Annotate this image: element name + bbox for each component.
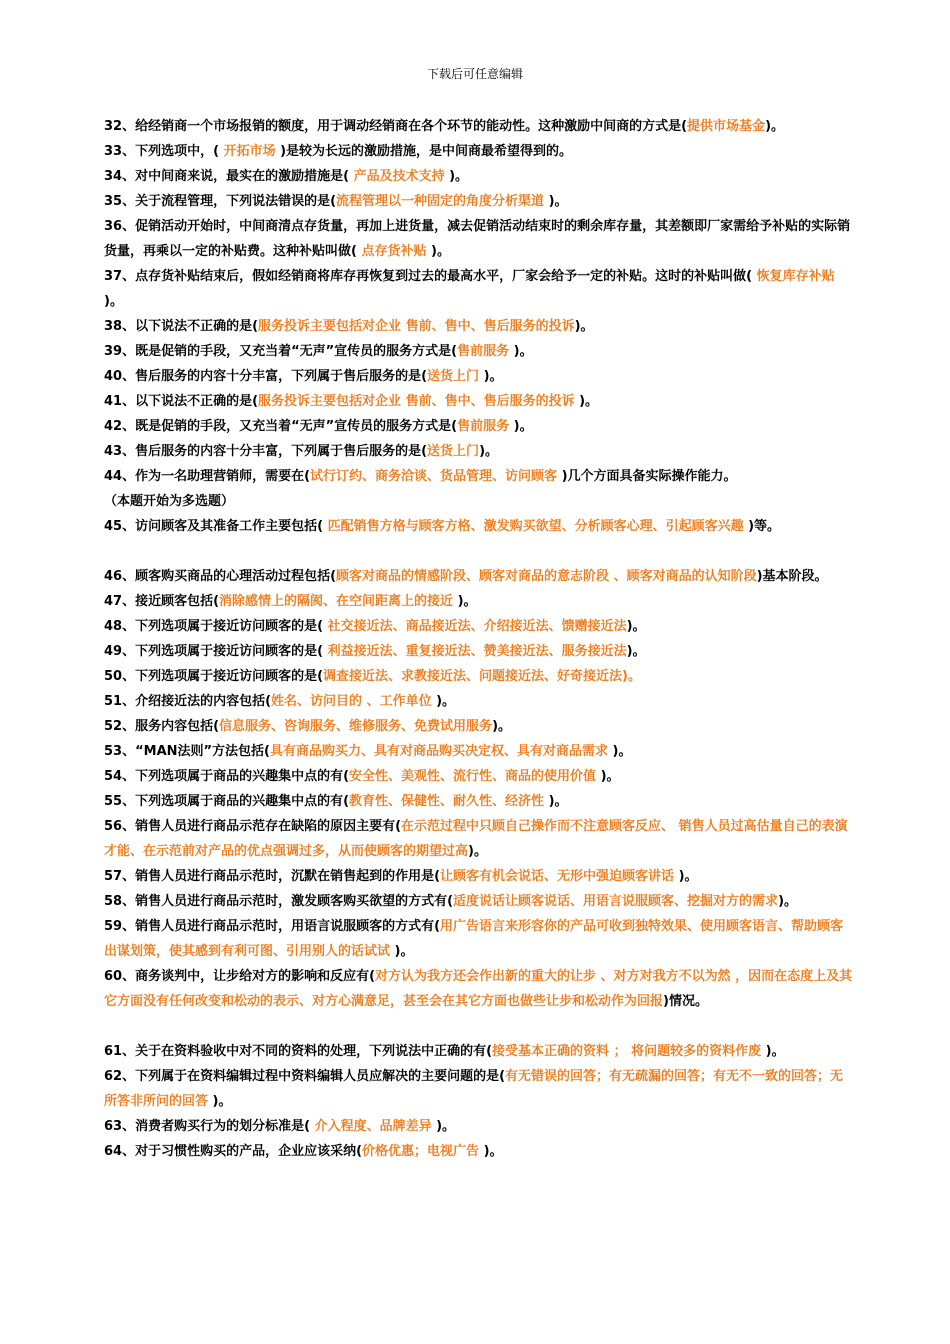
answer-text: 对方认为我方还会作出新的重大的让步 、对方对我方不以为然 ，因而在态度上及其它方面没有任何改变和松动的表示、对方心满意足，甚至会在其它方面也做些让步和松动作为回报 <box>104 969 853 1009</box>
answer-text: 调查接近法、求教接近法、问题接近法、好奇接近法)。 <box>323 669 641 684</box>
question-tail: )。 <box>509 344 533 359</box>
question-text: 34、对中间商来说，最实在的激励措施是( <box>104 169 354 184</box>
answer-text: 顾客对商品的情感阶段、顾客对商品的意志阶段 、顾客对商品的认知阶段 <box>336 569 757 584</box>
question-item <box>104 439 856 464</box>
answer-text: 提供市场基金 <box>687 119 766 134</box>
question-text: 44、作为一名助理营销师，需要在( <box>104 469 311 484</box>
question-item <box>104 514 856 539</box>
answer-text: 安全性、美观性、流行性、商品的使用价值 <box>349 769 597 784</box>
question-item <box>104 339 856 364</box>
question-item <box>104 739 856 764</box>
question-text: 52、服务内容包括( <box>104 719 220 734</box>
question-text: 42、既是促销的手段，又充当着“无声”宣传员的服务方式是( <box>104 419 458 434</box>
question-item <box>104 189 856 214</box>
question-tail: )是较为长远的激励措施，是中间商最希望得到的。 <box>280 144 573 159</box>
answer-text: 利益接近法、重复接近法、赞美接近法、服务接近法 <box>327 644 627 659</box>
question-item <box>104 964 856 1014</box>
question-tail: )。 <box>778 894 798 909</box>
question-tail: )。 <box>444 169 469 184</box>
question-item <box>104 114 856 139</box>
question-text: 57、销售人员进行商品示范时，沉默在销售起到的作用是( <box>104 869 441 884</box>
answer-text: 恢复库存补贴 <box>756 269 835 284</box>
question-tail: )。 <box>674 869 698 884</box>
question-text: 46、顾客购买商品的心理活动过程包括( <box>104 569 337 584</box>
question-item <box>104 714 856 739</box>
question-item <box>104 914 856 964</box>
answer-text: 试行订约、商务洽谈、货品管理、访问顾客 <box>310 469 558 484</box>
question-tail: )。 <box>208 1094 232 1109</box>
question-text: 64、对于习惯性购买的产品，企业应该采纳( <box>104 1144 363 1159</box>
question-tail: )。 <box>596 769 620 784</box>
question-item <box>104 489 856 514</box>
question-tail: )等。 <box>743 519 781 534</box>
question-tail: )。 <box>574 394 599 409</box>
answer-text: 具有商品购买力、具有对商品购买决定权、具有对商品需求 <box>270 744 609 759</box>
answer-text: 让顾客有机会说话、无形中强迫顾客讲话 <box>440 869 675 884</box>
answer-text: 售前服务 <box>457 419 510 434</box>
question-tail: )。 <box>479 1144 503 1159</box>
question-text: （本题开始为多选题） <box>104 494 235 509</box>
question-tail: )几个方面具备实际操作能力。 <box>557 469 737 484</box>
answer-text: 在示范过程中只顾自己操作而不注意顾客反应、 销售人员过高估量自己的表演才能、在示范前对产品的优点强调过多，从而使顾客的期望过高 <box>104 819 848 859</box>
answer-text: 产品及技术支持 <box>353 169 445 184</box>
question-text: 38、以下说法不正确的是( <box>104 319 259 334</box>
question-item <box>104 164 856 189</box>
question-text: 36、促销活动开始时，中间商清点存货量，再加上进货量，减去促销活动结束时的剩余库存量，其差额即厂家需给予补贴的实际销货量，再乘以一定的补贴费。这种补贴叫做( <box>104 219 851 259</box>
question-item <box>104 1139 856 1164</box>
question-tail: )。 <box>468 844 487 859</box>
question-text: 51、介绍接近法的内容包括( <box>104 694 272 709</box>
question-item <box>104 589 856 614</box>
question-text: 62、下列属于在资料编辑过程中资料编辑人员应解决的主要问题的是( <box>104 1069 506 1084</box>
answer-text: 价格优惠；电视广告 <box>362 1144 480 1159</box>
answer-text: 用广告语言来形容你的产品可收到独特效果、使用顾客语言、帮助顾客出谋划策，使其感到有利可图、引用别人的话试试 <box>104 919 844 959</box>
question-text: 45、访问顾客及其准备工作主要包括( <box>104 519 328 534</box>
question-item <box>104 564 856 589</box>
question-text: 47、接近顾客包括( <box>104 594 220 609</box>
answer-text: 介入程度、品牌差异 <box>314 1119 432 1134</box>
answer-text: 流程管理以一种固定的角度分析渠道 <box>336 194 545 209</box>
question-text: 43、售后服务的内容十分丰富，下列属于售后服务的是( <box>104 444 428 459</box>
answer-text: 送货上门 <box>427 444 480 459</box>
question-item <box>104 389 856 414</box>
question-tail: )。 <box>544 794 568 809</box>
question-item <box>104 689 856 714</box>
question-item <box>104 139 856 164</box>
answer-text: 教育性、保健性、耐久性、经济性 <box>349 794 545 809</box>
question-item <box>104 264 856 314</box>
answer-text: 送货上门 <box>427 369 480 384</box>
question-item <box>104 639 856 664</box>
question-text: 58、销售人员进行商品示范时，激发顾客购买欲望的方式有( <box>104 894 454 909</box>
question-item <box>104 1064 856 1114</box>
question-tail: )。 <box>431 694 456 709</box>
question-text: 40、售后服务的内容十分丰富，下列属于售后服务的是( <box>104 369 428 384</box>
answer-text: 开拓市场 <box>223 144 281 159</box>
question-tail: )。 <box>390 944 414 959</box>
question-item <box>104 364 856 389</box>
question-item <box>104 664 856 689</box>
answer-text: 点存货补贴 <box>361 244 427 259</box>
answer-text: 姓名、访问目的 、工作单位 <box>271 694 432 709</box>
question-tail: )。 <box>626 619 646 634</box>
question-text: 37、点存货补贴结束后，假如经销商将库存再恢复到过去的最高水平，厂家会给予一定的补贴。这时的补贴叫做( <box>104 269 757 284</box>
page-header: 下载后可任意编辑 <box>426 67 523 81</box>
answer-text: 匹配销售方格与顾客方格、激发购买欲望、分析顾客心理、引起顾客兴趣 <box>327 519 744 534</box>
question-text: 53、“MAN法则”方法包括( <box>104 744 270 759</box>
answer-text: 有无错误的回答；有无疏漏的回答；有无不一致的回答；无所答非所问的回答 <box>104 1069 844 1109</box>
question-item <box>104 814 856 864</box>
answer-text: 服务投诉主要包括对企业 售前、售中、售后服务的投诉 <box>258 319 575 334</box>
question-item <box>104 1039 856 1064</box>
question-item <box>104 1114 856 1139</box>
question-text: 60、商务谈判中，让步给对方的影响和反应有( <box>104 969 376 984</box>
question-item <box>104 414 856 439</box>
question-tail: )。 <box>574 319 594 334</box>
question-text: 39、既是促销的手段，又充当着“无声”宣传员的服务方式是( <box>104 344 458 359</box>
blank-line <box>104 1014 856 1039</box>
answer-text: 接受基本正确的资料 ； 将问题较多的资料作废 <box>492 1044 762 1059</box>
question-tail: )。 <box>426 244 450 259</box>
question-text: 41、以下说法不正确的是( <box>104 394 259 409</box>
question-text: 61、关于在资料验收中对不同的资料的处理，下列说法中正确的有( <box>104 1044 493 1059</box>
question-item <box>104 214 856 264</box>
question-item <box>104 764 856 789</box>
question-tail: )。 <box>626 644 646 659</box>
question-item <box>104 864 856 889</box>
question-item <box>104 314 856 339</box>
question-text: 59、销售人员进行商品示范时，用语言说服顾客的方式有( <box>104 919 441 934</box>
question-tail: )。 <box>479 369 503 384</box>
question-text: 63、消费者购买行为的划分标准是( <box>104 1119 315 1134</box>
question-item <box>104 789 856 814</box>
question-tail: )。 <box>509 419 533 434</box>
question-item <box>104 889 856 914</box>
answer-text: 服务投诉主要包括对企业 售前、售中、售后服务的投诉 <box>258 394 575 409</box>
question-text: 55、下列选项属于商品的兴趣集中点的有( <box>104 794 350 809</box>
question-text: 56、销售人员进行商品示范存在缺陷的原因主要有( <box>104 819 402 834</box>
question-text: 32、给经销商一个市场报销的额度，用于调动经销商在各个环节的能动性。这种激励中间商的方式是( <box>104 119 688 134</box>
question-text: 54、下列选项属于商品的兴趣集中点的有( <box>104 769 350 784</box>
question-tail: )基本阶段。 <box>756 569 828 584</box>
question-text: 35、关于流程管理，下列说法错误的是( <box>104 194 337 209</box>
question-tail: )。 <box>453 594 477 609</box>
question-tail: )。 <box>761 1044 785 1059</box>
question-text: 50、下列选项属于接近访问顾客的是( <box>104 669 324 684</box>
blank-line <box>104 539 856 564</box>
question-tail: )情况。 <box>663 994 708 1009</box>
question-text: 49、下列选项属于接近访问顾客的是( <box>104 644 328 659</box>
question-tail: )。 <box>544 194 568 209</box>
question-item <box>104 464 856 489</box>
question-tail: )。 <box>104 294 123 309</box>
question-list <box>104 114 856 1164</box>
question-text: 33、下列选项中，( <box>104 144 224 159</box>
question-tail: )。 <box>431 1119 456 1134</box>
question-tail: )。 <box>765 119 785 134</box>
question-tail: )。 <box>608 744 632 759</box>
answer-text: 售前服务 <box>457 344 510 359</box>
answer-text: 消除感情上的隔阂、在空间距离上的接近 <box>219 594 454 609</box>
question-tail: )。 <box>479 444 499 459</box>
question-text: 48、下列选项属于接近访问顾客的是( <box>104 619 328 634</box>
question-tail: )。 <box>492 719 512 734</box>
question-item <box>104 614 856 639</box>
answer-text: 社交接近法、商品接近法、介绍接近法、馈赠接近法 <box>327 619 627 634</box>
answer-text: 适度说话让顾客说话、用语言说服顾客、挖掘对方的需求 <box>453 894 779 909</box>
answer-text: 信息服务、咨询服务、维修服务、免费试用服务 <box>219 719 493 734</box>
